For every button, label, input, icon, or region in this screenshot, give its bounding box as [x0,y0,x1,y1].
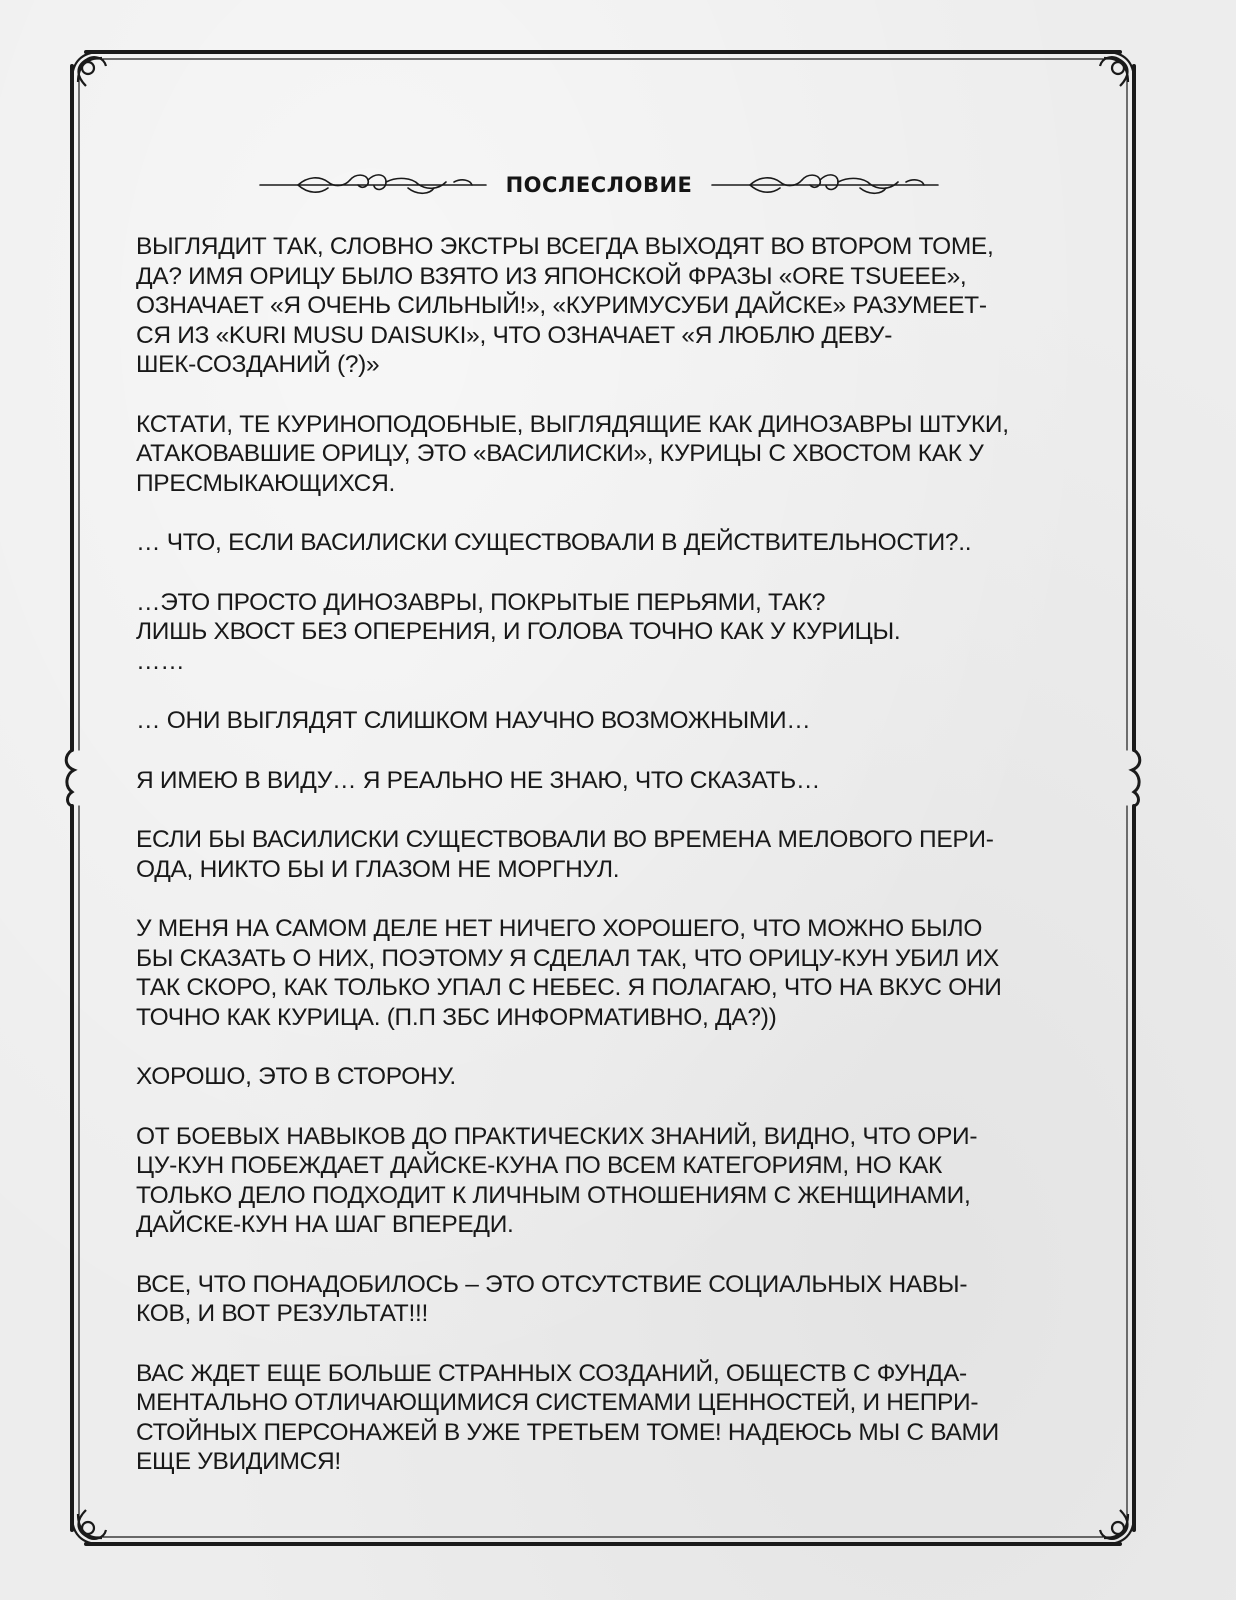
text-line: …… [136,647,185,675]
paragraph [136,706,1056,736]
text-line: …ЭТО ПРОСТО ДИНОЗАВРЫ, ПОКРЫТЫЕ ПЕРЬЯМИ, ТАК? [136,588,826,616]
text-line: ЕСЛИ БЫ ВАСИЛИСКИ СУЩЕСТВОВАЛИ ВО ВРЕМЕНА МЕЛОВОГО ПЕРИ- [136,826,994,853]
paragraph [136,914,1056,1032]
text-line: ЛИШЬ ХВОСТ БЕЗ ОПЕРЕНИЯ, И ГОЛОВА ТОЧНО КАК У КУРИЦЫ. [136,618,901,645]
text-line: ХОРОШО, ЭТО В СТОРОНУ. [136,1063,456,1090]
paragraph [136,766,1056,796]
text-line: СЯ ИЗ «KURI MUSU DAISUKI», ЧТО ОЗНАЧАЕТ «Я ЛЮБЛЮ ДЕВУ- [136,321,893,349]
text-line: ТОЧНО КАК КУРИЦА. (П.П ЗБС ИНФОРМАТИВНО, ДА?)) [136,1003,777,1031]
text-line: БЫ СКАЗАТЬ О НИХ, ПОЭТОМУ Я СДЕЛАЛ ТАК, ЧТО ОРИЦУ-КУН УБИЛ ИХ [136,944,999,972]
paragraph [136,410,1056,499]
text-line: ОТ БОЕВЫХ НАВЫКОВ ДО ПРАКТИЧЕСКИХ ЗНАНИЙ, ВИДНО, ЧТО ОРИ- [136,1122,978,1150]
text-line: ОДА, НИКТО БЫ И ГЛАЗОМ НЕ МОРГНУЛ. [136,855,620,883]
text-line: ШЕК-СОЗДАНИЙ (?)» [136,351,380,378]
text-line: ТОЛЬКО ДЕЛО ПОДХОДИТ К ЛИЧНЫМ ОТНОШЕНИЯМ С ЖЕНЩИНАМИ, [136,1181,971,1209]
text-line: КСТАТИ, ТЕ КУРИНОПОДОБНЫЕ, ВЫГЛЯДЯЩИЕ КАК ДИНОЗАВРЫ ШТУКИ, [136,410,1009,438]
text-line: ДАЙСКЕ-КУН НА ШАГ ВПЕРЕДИ. [136,1211,514,1238]
text-line: Я ИМЕЮ В ВИДУ… Я РЕАЛЬНО НЕ ЗНАЮ, ЧТО СКАЗАТЬ… [136,766,821,794]
paragraph [136,1270,1056,1329]
text-line: У МЕНЯ НА САМОМ ДЕЛЕ НЕТ НИЧЕГО ХОРОШЕГО, ЧТО МОЖНО БЫЛО [136,915,983,942]
paragraph [136,232,1056,380]
text-line: ТАК СКОРО, КАК ТОЛЬКО УПАЛ С НЕБЕС. Я ПОЛАГАЮ, ЧТО НА ВКУС ОНИ [136,974,1002,1001]
text-line: … ОНИ ВЫГЛЯДЯТ СЛИШКОМ НАУЧНО ВОЗМОЖНЫМИ… [136,707,811,734]
text-line: ЕЩЕ УВИДИМСЯ! [136,1448,341,1475]
right-flourish-icon [710,170,940,200]
text-line: КОВ, И ВОТ РЕЗУЛЬТАТ!!! [136,1300,428,1327]
text-line: МЕНТАЛЬНО ОТЛИЧАЮЩИМИСЯ СИСТЕМАМИ ЦЕННОСТЕЙ, И НЕПРИ- [136,1389,979,1416]
paragraph [136,588,1056,677]
text-line: ПРЕСМЫКАЮЩИХСЯ. [136,469,395,497]
page-title: ПОСЛЕСЛОВИЕ [505,173,693,197]
text-line: ЦУ-КУН ПОБЕЖДАЕТ ДАЙСКЕ-КУНА ПО ВСЕМ КАТЕГОРИЯМ, НО КАК [136,1152,942,1179]
text-line: СТОЙНЫХ ПЕРСОНАЖЕЙ В УЖЕ ТРЕТЬЕМ ТОМЕ! НАДЕЮСЬ МЫ С ВАМИ [136,1418,999,1446]
paragraph [136,1122,1056,1240]
text-line: ВАС ЖДЕТ ЕЩЕ БОЛЬШЕ СТРАННЫХ СОЗДАНИЙ, ОБЩЕСТВ С ФУНДА- [136,1359,967,1387]
paragraph [136,528,1056,558]
text-line: ВЫГЛЯДИТ ТАК, СЛОВНО ЭКСТРЫ ВСЕГДА ВЫХОДЯТ ВО ВТОРОМ ТОМЕ, [136,233,994,260]
text-line: ДА? ИМЯ ОРИЦУ БЫЛО ВЗЯТО ИЗ ЯПОНСКОЙ ФРАЗЫ «ORE TSUEEE», [136,262,967,290]
text-line: ОЗНАЧАЕТ «Я ОЧЕНЬ СИЛЬНЫЙ!», «КУРИМУСУБИ ДАЙСКЕ» РАЗУМЕЕТ- [136,292,987,319]
left-flourish-icon [258,170,488,200]
heading-row [250,168,948,202]
text-line: АТАКОВАВШИЕ ОРИЦУ, ЭТО «ВАСИЛИСКИ», КУРИЦЫ С ХВОСТОМ КАК У [136,440,984,467]
text-line: … ЧТО, ЕСЛИ ВАСИЛИСКИ СУЩЕСТВОВАЛИ В ДЕЙСТВИТЕЛЬНОСТИ?.. [136,529,972,556]
paragraph [136,1062,1056,1092]
paragraph [136,825,1056,884]
paragraph [136,1359,1056,1477]
afterword-body [136,232,1056,1507]
text-line: ВСЕ, ЧТО ПОНАДОБИЛОСЬ – ЭТО ОТСУТСТВИЕ СОЦИАЛЬНЫХ НАВЫ- [136,1270,968,1298]
